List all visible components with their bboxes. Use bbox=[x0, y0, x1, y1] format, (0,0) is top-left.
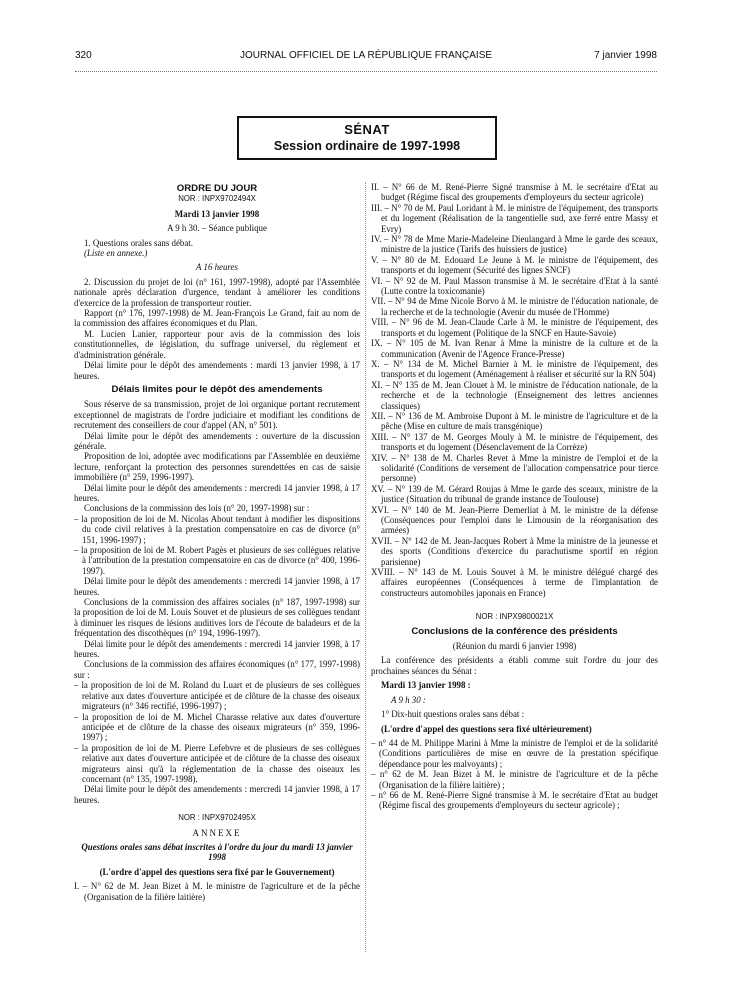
question-item: XVI. – N° 140 de M. Jean-Pierre Demerliat à M. le ministre de la défense (Conséquences pour l'emploi dans le Limousin de la réorganisation des armées) bbox=[371, 504, 658, 536]
column-divider bbox=[365, 182, 366, 952]
delais-title: Délais limites pour le dépôt des amendements bbox=[111, 383, 323, 395]
question-item: IX. – N° 105 de M. Ivan Renar à Mme la ministre de la culture et de la communication (Avenir de l'Agence France-Presse) bbox=[371, 338, 658, 359]
title-box bbox=[237, 116, 497, 160]
question-item: XIII. – N° 137 de M. Georges Mouly à M. le ministre de l'équipement, des transports et du logement (Désenclavement de la Corrèze) bbox=[371, 431, 658, 453]
para-10: Conclusions de la commission des lois (n° 20, 1997-1998) sur : bbox=[84, 503, 310, 514]
question-item: XIV. – N° 138 de M. Charles Revet à Mme la ministre de l'emploi et de la solidarité (Conditions de versement de l'allocation compensatrice pour tierce personne) bbox=[371, 452, 658, 484]
list-item: – la proposition de loi de M. Michel Charasse relative aux dates d'ouverture anticipée et de clôture de la chasse des oiseaux migrateurs (n° 359, 1996-1997) ; bbox=[74, 711, 360, 743]
para-1: 1. Questions orales sans débat. bbox=[84, 237, 193, 248]
para-6: Sous réserve de sa transmission, projet de loi organique portant recrutement exceptionnel de magistrats de l'ordre judiciaire et modifiant les conditions de recrutement des conseillers de cour d'appel (AN, n° 501). bbox=[74, 399, 360, 431]
time-930: A 9 h 30. – Séance publique bbox=[167, 223, 267, 234]
question-item: VIII. – N° 96 de M. Jean-Claude Carle à M. le ministre de l'équipement, des transports et du logement (Politique de la SNCF en Haute-Savoie) bbox=[371, 317, 658, 338]
para-14: Conclusions de la commission des affaires économiques (n° 177, 1997-1998) sur : bbox=[74, 659, 360, 680]
question-item: XII. – N° 136 de M. Ambroise Dupont à M. le ministre de l'agriculture et de la pêche (Mise en culture de maïs transgénique) bbox=[371, 410, 658, 432]
para-8: Proposition de loi, adoptée avec modifications par l'Assemblée en deuxième lecture, renforçant la protection des personnes surendettées en cas de saisie immobilière (n° 259, 1996-1997). bbox=[74, 451, 360, 483]
journal-title: JOURNAL OFFICIEL DE LA RÉPUBLIQUE FRANÇAISE bbox=[239, 50, 493, 61]
day-heading: Mardi 13 janvier 1998 bbox=[174, 208, 260, 219]
para-12: Conclusions de la commission des affaires sociales (n° 187, 1997-1998) sur la proposition de loi de M. Louis Souvet et de plusieurs de ses collègues tendant à diminuer les risques de lésions auditives lors de l'écoute de baladeurs et de la fréquentation des discothèques (n° 194, 1996-1997). bbox=[74, 597, 360, 639]
order-note: (L'ordre d'appel des questions sera fixé ultérieurement) bbox=[381, 723, 592, 734]
para-2: 2. Discussion du projet de loi (n° 161, 1997-1998), adopté par l'Assemblée nationale après déclaration d'urgence, tendant à améliorer les conditions d'exercice de la profession de transporteur routier. bbox=[74, 276, 360, 308]
header-rule bbox=[75, 71, 657, 72]
para-1b: (Liste en annexe.) bbox=[84, 248, 148, 259]
question-item: V. – N° 80 de M. Edouard Le Jeune à M. le ministre de l'équipement, des transports et du logement (Sécurité des lignes SNCF) bbox=[371, 254, 658, 276]
question-item: VII. – N° 94 de Mme Nicole Borvo à M. le ministre de l'éducation nationale, de la recherche et de la technologie (Avenir du musée de l'Homme) bbox=[371, 296, 658, 317]
question-item: I. – N° 62 de M. Jean Bizet à M. le ministre de l'agriculture et de la pêche (Organisation de la filière laitière) bbox=[74, 881, 360, 902]
annexe-subtitle: Questions orales sans débat inscrites à l'ordre du jour du mardi 13 janvier 1998 bbox=[81, 841, 353, 863]
order-title: ORDRE DU JOUR bbox=[176, 183, 258, 194]
question-item: IV. – N° 78 de Mme Marie-Madeleine Dieulangard à Mme le garde des sceaux, ministre de la justice (Tarifs des huissiers de justice) bbox=[371, 234, 658, 255]
list-item: – n° 62 de M. Jean Bizet à M. le ministre de l'agriculture et de la pêche (Organisation de la filière laitière) ; bbox=[371, 769, 658, 790]
question-item: XVIII. – N° 143 de M. Louis Souvet à M. le ministre délégué chargé des affaires européennes (Conséquences à terme de l'implantation de constructeurs automobiles japonais en France) bbox=[371, 567, 658, 598]
conference-subtitle: (Réunion du mardi 6 janvier 1998) bbox=[452, 641, 577, 652]
para-3: Rapport (n° 176, 1997-1998) de M. Jean-François Le Grand, fait au nom de la commission des affaires économiques et du Plan. bbox=[74, 308, 360, 329]
government-order-note: (L'ordre d'appel des questions sera fixé par le Gouvernement) bbox=[99, 866, 335, 877]
list-item: – la proposition de loi de M. Roland du Luart et de plusieurs de ses collègues relative aux dates d'ouverture anticipée et de clôture de la chasse des oiseaux migrateurs (n° 346 rectifié, 1996-1997) ; bbox=[74, 680, 360, 712]
title-session: Session ordinaire de 1997-1998 bbox=[273, 139, 461, 153]
time-16h: A 16 heures bbox=[196, 262, 238, 273]
question-item: VI. – N° 92 de M. Paul Masson transmise à M. le secrétaire d'Etat à la santé (Lutte contre la toxicomanie) bbox=[371, 275, 658, 297]
list-item: – la proposition de loi de M. Nicolas About tendant à modifier les dispositions du code civil relatives à la prestation compensatoire en cas de divorce (n° 151, 1996-1997) ; bbox=[74, 513, 360, 545]
list-item: – la proposition de loi de M. Robert Pagès et plusieurs de ses collègues relative à l'attribution de la prestation compensatoire en cas de divorce (n° 400, 1996-1997). bbox=[74, 545, 360, 576]
issue-date: 7 janvier 1998 bbox=[594, 50, 657, 61]
question-list bbox=[371, 182, 658, 598]
nor-ref-3: NOR : INPX9800021X bbox=[475, 612, 554, 622]
annexe-title: ANNEXE bbox=[192, 827, 242, 838]
question-item: II. – N° 66 de M. René-Pierre Signé transmise à M. le secrétaire d'Etat au budget (Régime fiscal des groupements d'employeurs du secteur agricole) bbox=[371, 182, 658, 203]
question-item: X. – N° 134 de M. Michel Barnier à M. le ministre de l'équipement, des transports et du logement (Aménagement à réaliser et sécurité sur la RN 504) bbox=[371, 358, 658, 380]
para-9: Délai limite pour le dépôt des amendements : mercredi 14 janvier 1998, à 17 heures. bbox=[74, 482, 360, 503]
title-senat: SÉNAT bbox=[344, 122, 390, 137]
nor-ref-2: NOR : INPX9702495X bbox=[178, 813, 256, 823]
list-item: – n° 66 de M. René-Pierre Signé transmise à M. le secrétaire d'Etat au budget (Régime fiscal des groupements d'employeurs du secteur agricole) ; bbox=[371, 789, 658, 811]
questions-items-list bbox=[371, 738, 658, 811]
question-item: XI. – N° 135 de M. Jean Clouet à M. le ministre de l'éducation nationale, de la recherche et de la technologie (Enseignement des lettres anciennes classiques) bbox=[371, 379, 658, 411]
page-number: 320 bbox=[75, 50, 92, 61]
para-5: Délai limite pour le dépôt des amendements : mardi 13 janvier 1998, à 17 heures. bbox=[74, 360, 360, 381]
day-heading-2: Mardi 13 janvier 1998 : bbox=[381, 680, 471, 691]
left-column bbox=[74, 182, 360, 902]
question-item: III. – N° 70 de M. Paul Loridant à M. le ministre de l'équipement, des transports et du logement (Réalisation de la tangentielle sud, axe ferré entre Massy et Evry) bbox=[371, 202, 658, 234]
conference-para: La conférence des présidents a établi comme suit l'ordre du jour des prochaines séances du Sénat : bbox=[371, 655, 658, 676]
question-item: XVII. – N° 142 de M. Jean-Jacques Robert à Mme la ministre de la jeunesse et des sports (Conditions d'exercice du parachutisme sportif en région parisienne) bbox=[371, 535, 658, 567]
page-header bbox=[75, 50, 657, 66]
nor-ref-1: NOR : INPX9702494X bbox=[178, 194, 256, 204]
para-13: Délai limite pour le dépôt des amendements : mercredi 14 janvier 1998, à 17 heures. bbox=[74, 638, 360, 660]
list-item: – la proposition de loi de M. Pierre Lefebvre et de plusieurs de ses collègues relative aux dates d'ouverture anticipée et de clôture de la chasse des oiseaux migrateurs ainsi qu'à la réglementation de la chasse des oiseaux les concernant (n° 135, 1997-1998). bbox=[74, 742, 360, 784]
right-column bbox=[371, 182, 658, 811]
para-7: Délai limite pour le dépôt des amendements : ouverture de la discussion générale. bbox=[74, 430, 360, 451]
time-930-b: A 9 h 30 : bbox=[391, 694, 426, 705]
question-item: XV. – N° 139 de M. Gérard Roujas à Mme le garde des sceaux, ministre de la justice (Situation du tribunal de grande instance de Toulouse) bbox=[371, 483, 658, 505]
list-item: – n° 44 de M. Philippe Marini à Mme la ministre de l'emploi et de la solidarité (Conditions particulières de mise en œuvre de la prestation spécifique dépendance pour les malvoyants) ; bbox=[371, 737, 658, 769]
para-15: Délai limite pour le dépôt des amendements : mercredi 14 janvier 1998, à 17 heures. bbox=[74, 784, 360, 805]
conference-title: Conclusions de la conférence des présidents bbox=[411, 625, 618, 637]
para-11: Délai limite pour le dépôt des amendements : mercredi 14 janvier 1998, à 17 heures. bbox=[74, 576, 360, 597]
item-1-heading: 1° Dix-huit questions orales sans débat : bbox=[381, 709, 525, 720]
para-4: M. Lucien Lanier, rapporteur pour avis de la commission des lois constitutionnelles, de législation, du suffrage universel, du règlement et d'administration générale. bbox=[74, 328, 360, 360]
